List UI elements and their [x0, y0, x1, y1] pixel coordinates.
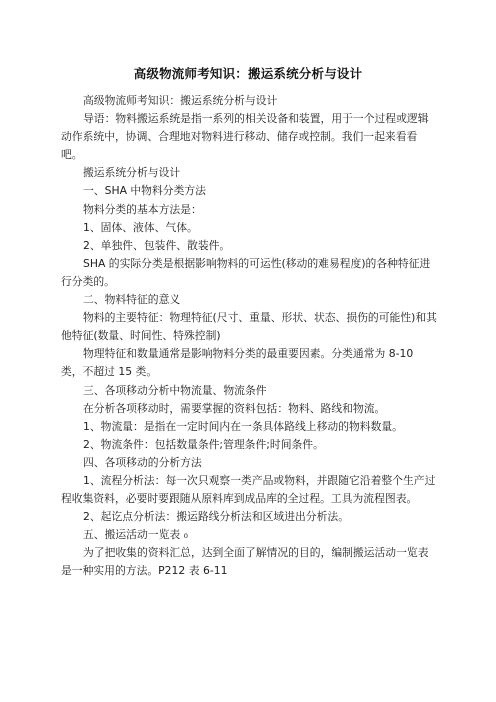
- paragraph: 物理特征和数量通常是影响物料分类的最重要因素。分类通常为 8-10 类，不超过 15 类。: [61, 347, 414, 379]
- paragraph: 在分析各项移动时，需要掌握的资料包括：物料、路线和物流。: [83, 401, 386, 415]
- document-body: [61, 92, 437, 581]
- paragraph: 为了把收集的资料汇总，达到全面了解情况的目的，编制搬运活动一览表是一种实用的方法。P212 表 6-11: [61, 546, 429, 578]
- paragraph: 物料的主要特征：物理特征(尺寸、重量、形状、状态、损伤的可能性)和其他特征(数量、时间性、特殊控制): [61, 311, 437, 343]
- paragraph: 2、单独件、包装件、散装件。: [83, 238, 231, 252]
- paragraph: 1、固体、液体、气体。: [83, 220, 198, 234]
- paragraph: 2、起讫点分析法：搬运路线分析法和区域进出分析法。: [83, 510, 349, 524]
- document-title: 高级物流师考知识：搬运系统分析与设计: [133, 66, 363, 81]
- paragraph: 导语：物料搬运系统是指一系列的相关设备和装置，用于一个过程或逻辑动作系统中，协调、合理地对物料进行移动、储存或控制。我们一起来看看吧。: [61, 112, 429, 162]
- paragraph: 高级物流师考知识：搬运系统分析与设计: [83, 94, 278, 107]
- paragraph: 一、SHA 中物料分类方法: [83, 184, 206, 198]
- paragraph: 物料分类的基本方法是：: [83, 202, 202, 216]
- paragraph: 2、物流条件：包括数量条件;管理条件;时间条件。: [83, 437, 324, 451]
- paragraph: 1、物流量：是指在一定时间内在一条具体路线上移动的物料数量。: [83, 419, 403, 433]
- paragraph: 三、各项移动分析中物流量、物流条件: [83, 383, 267, 397]
- paragraph: 二、物料特征的意义: [83, 293, 181, 307]
- paragraph: 搬运系统分析与设计: [83, 166, 181, 180]
- paragraph: SHA 的实际分类是根据影响物料的可运性(移动的难易程度)的各种特征进行分类的。: [61, 256, 431, 288]
- paragraph: 四、各项移动的分析方法: [83, 455, 202, 469]
- paragraph: 1、流程分析法：每一次只观察一类产品或物料，并跟随它沿着整个生产过程收集资料，必要时要跟随从原料库到成品库的全过程。工具为流程图表。: [61, 473, 436, 506]
- paragraph: 五、搬运活动一览表 ₀: [83, 528, 188, 542]
